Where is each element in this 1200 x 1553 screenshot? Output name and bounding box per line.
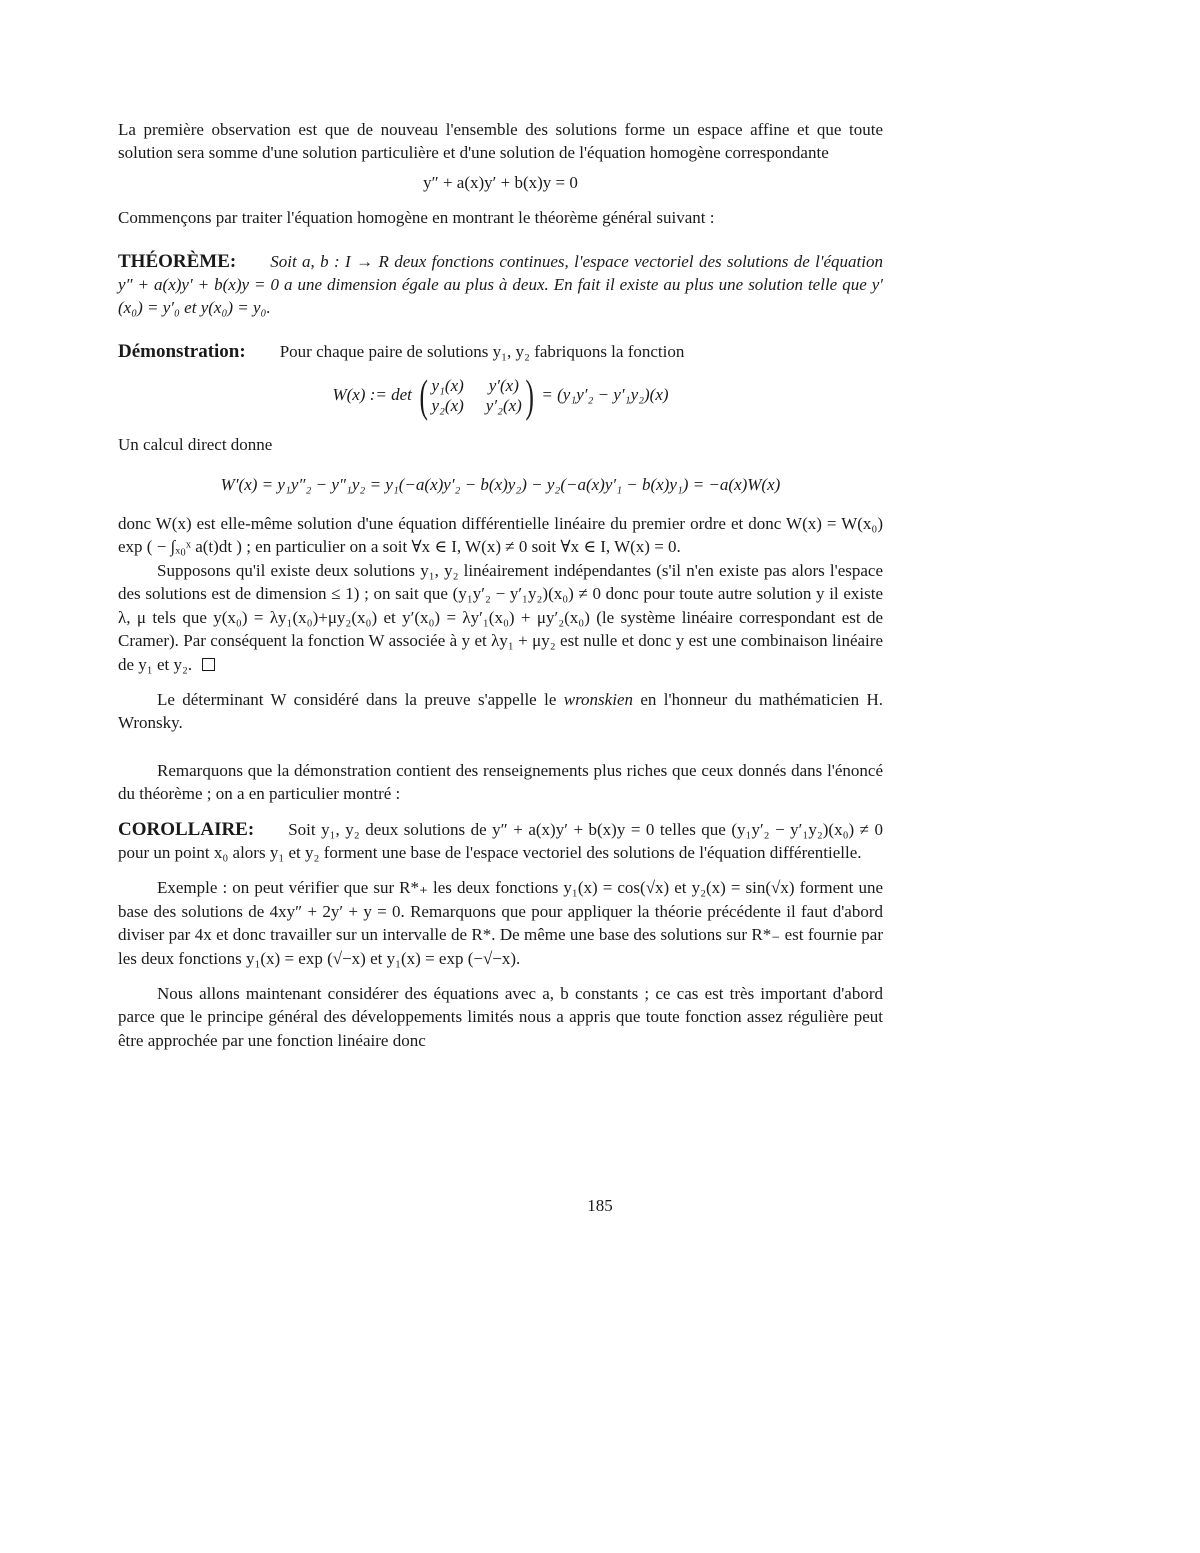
equation-homogeneous: y″ + a(x)y′ + b(x)y = 0 <box>423 172 578 192</box>
equation-wronskian-def <box>118 370 883 422</box>
wronskien-text-post: en l'honneur du mathématicien H. Wronsky. <box>118 689 883 733</box>
paragraph-wronskien <box>118 688 883 735</box>
wronskian-rhs: = (y₁y′₂ − y′₁y₂)(x) <box>541 385 669 405</box>
paragraph-remarquons: Remarquons que la démonstration contient des renseignements plus riches que ceux donnés dans l'énoncé du théorème ; on a en particulier montré : <box>118 760 883 804</box>
wronskien-text-pre: Le déterminant W considéré dans la preuve s'appelle le <box>157 689 564 709</box>
wronskien-term: wronskien <box>563 689 633 709</box>
corollary-text: Soit y₁, y₂ deux solutions de y″ + a(x)y′ + b(x)y = 0 telles que (y₁y′₂ − y′₁y₂)(x₀) ≠ 0 pour un point x₀ alors y₁ et y₂ forment une base de l'espace vectoriel des solutions de l'équation différentielle. <box>118 819 883 862</box>
paragraph-intro: La première observation est que de nouveau l'ensemble des solutions forme un espace affine et que toute solution sera somme d'une solution particulière et d'une solution de l'équation homogène correspondante <box>118 120 883 163</box>
demonstration-block <box>118 340 883 363</box>
theorem-text: Soit a, b : I → R deux fonctions continues, l'espace vectoriel des solutions de l'équation y″ + a(x)y′ + b(x)y = 0 a une dimension égale au plus à deux. En fait il existe au plus une solution telle que y′(x₀) = y′₀ et y(x₀) = y₀. <box>118 251 883 318</box>
equation-wronskian-derivative: W′(x) = y₁y″₂ − y″₁y₂ = y₁(−a(x)y′₂ − b(x)y₂) − y₂(−a(x)y′₁ − b(x)y₁) = −a(x)W(x) <box>220 474 781 494</box>
matrix-cell: y′(x) <box>488 376 519 396</box>
matrix-cell: y′₂(x) <box>485 396 522 416</box>
matrix-cell: y₁(x) <box>431 376 464 396</box>
qed-square-icon <box>202 658 215 671</box>
right-paren-icon: ) <box>525 370 534 422</box>
theorem-heading: THÉORÈME: <box>118 250 237 272</box>
page-number: 185 <box>587 1196 613 1215</box>
paragraph-calcul: Un calcul direct donne <box>118 435 273 455</box>
matrix-cell: y₂(x) <box>431 396 464 416</box>
theorem-block <box>118 250 883 320</box>
paragraph-nous-allons: Nous allons maintenant considérer des équations avec a, b constants ; ce cas est très important d'abord parce que le principe général des développements limités nous a appris que toute fonction assez régulière peut être approchée par une fonction linéaire donc <box>118 983 883 1050</box>
paragraph-donc: donc W(x) est elle-même solution d'une équation différentielle linéaire du premier ordre et donc W(x) = W(x₀) exp ( − ∫ₓ₀ˣ a(t)dt ) ; en particulier on a soit ∀x ∈ I, W(x) ≠ 0 soit ∀x ∈ I, W(x) = 0. <box>118 514 883 557</box>
page-body <box>118 118 883 1052</box>
paragraph-supposons <box>118 559 883 676</box>
supposons-text: Supposons qu'il existe deux solutions y₁, y₂ linéairement indépendantes (s'il n'en existe pas alors l'espace des solutions est de dimension ≤ 1) ; on sait que (y₁y′₂ − y′₁y₂)(x₀) ≠ 0 donc pour toute autre solution y il existe λ, μ tels que y(x₀) = λy₁(x₀)+μy₂(x₀) et y′(x₀) = λy′₁(x₀) + μy′₂(x₀) (le système linéaire correspondant est de Cramer). Par conséquent la fonction W associée à y et λy₁ + μy₂ est nulle et donc y est une combinaison linéaire de y₁ et y₂. <box>118 560 883 674</box>
left-paren-icon: ( <box>419 370 429 422</box>
corollary-block <box>118 818 883 865</box>
corollary-heading: COROLLAIRE: <box>118 818 255 840</box>
paragraph-commencons: Commençons par traiter l'équation homogène en montrant le théorème général suivant : <box>118 208 715 228</box>
paragraph-exemple: Exemple : on peut vérifier que sur R*₊ les deux fonctions y₁(x) = cos(√x) et y₂(x) = sin(√x) forment une base des solutions de 4xy″ + 2y′ + y = 0. Remarquons que pour appliquer la théorie précédente il faut d'abord diviser par 4x et donc travailler sur un intervalle de R*. De même une base des solutions sur R*₋ est fournie par les deux fonctions y₁(x) = exp (√−x) et y₁(x) = exp (−√−x). <box>118 878 883 968</box>
demonstration-text: Pour chaque paire de solutions y₁, y₂ fabriquons la fonction <box>279 341 685 361</box>
wronskian-lhs: W(x) := det <box>332 385 412 405</box>
demonstration-heading: Démonstration: <box>118 340 246 362</box>
wronskian-matrix <box>416 370 537 422</box>
